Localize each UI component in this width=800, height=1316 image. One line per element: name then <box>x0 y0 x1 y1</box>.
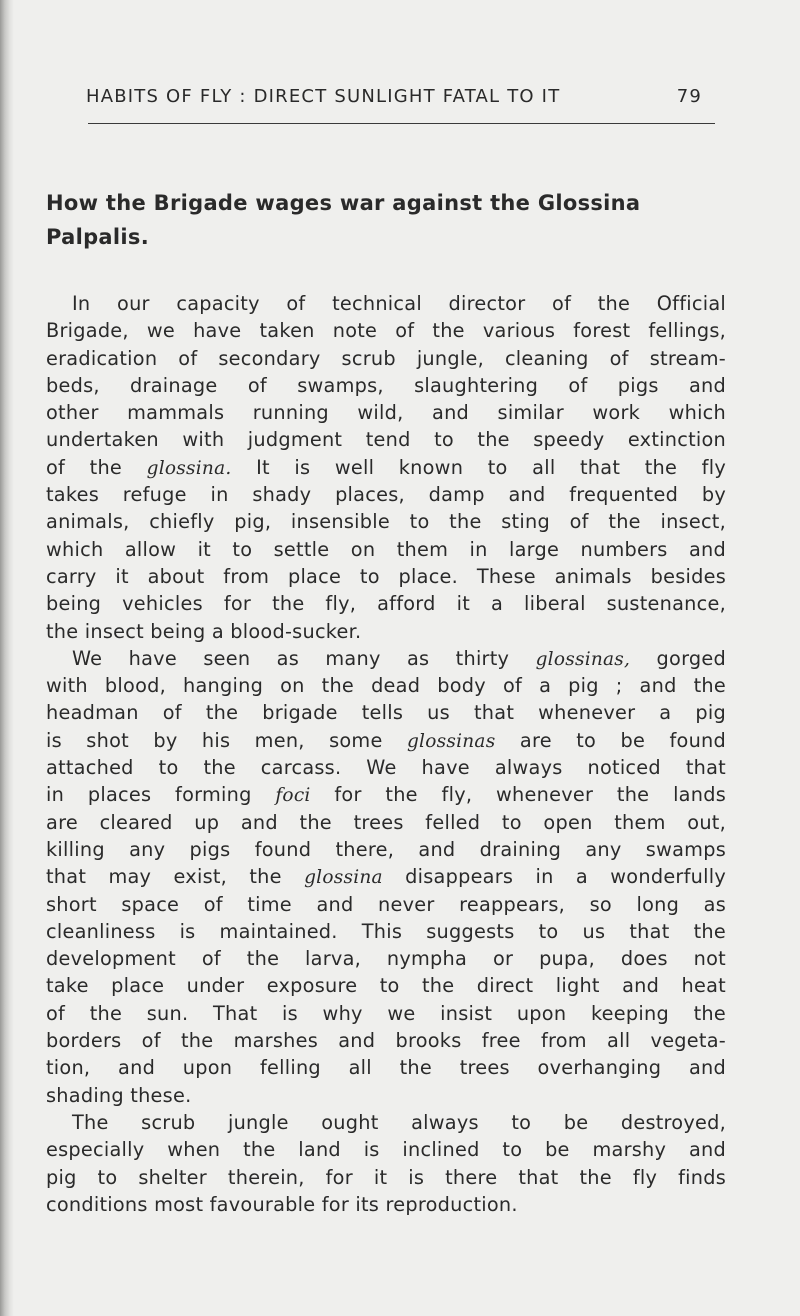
italic-term: glossina <box>304 867 383 889</box>
text-run: short space of time and never reappears, so long as <box>46 892 726 916</box>
text-run: beds, drainage of swamps, slaughtering of pigs and <box>46 373 726 397</box>
text-run: is shot by his men, some <box>46 728 407 752</box>
text-run: killing any pigs found there, and draining any swamps <box>46 837 726 861</box>
text-run: especially when the land is inclined to be marshy and <box>46 1138 726 1162</box>
text-line <box>46 590 726 617</box>
text-line <box>46 1082 726 1109</box>
text-run: The scrub jungle ought always to be destroyed, <box>72 1110 726 1134</box>
header-rule <box>88 123 715 124</box>
text-line <box>46 1027 726 1054</box>
text-run: cleanliness is maintained. This suggests to us that the <box>46 919 726 943</box>
italic-term: glossina. <box>146 457 232 479</box>
text-line <box>46 645 726 672</box>
text-run: tion, and upon felling all the trees overhanging and <box>46 1056 726 1080</box>
text-line <box>46 836 726 863</box>
text-run: are cleared up and the trees felled to open them out, <box>46 810 726 834</box>
text-run: of the sun. That is why we insist upon keeping the <box>46 1001 726 1025</box>
text-line <box>46 809 726 836</box>
italic-term: glossinas <box>406 730 496 752</box>
text-run: which allow it to settle on them in large numbers and <box>46 537 726 561</box>
text-line <box>46 563 726 590</box>
text-run: of the <box>46 455 147 479</box>
text-line <box>46 699 726 726</box>
text-run: the insect being a blood-sucker. <box>46 619 362 643</box>
text-run: take place under exposure to the direct light and heat <box>46 974 726 998</box>
text-line <box>46 727 726 754</box>
text-run: that may exist, the <box>46 865 305 889</box>
text-line <box>46 618 726 645</box>
text-run: other mammals running wild, and similar work which <box>46 401 726 425</box>
text-line <box>46 1136 726 1163</box>
text-line <box>46 426 726 453</box>
text-run: We have seen as many as thirty <box>72 646 536 670</box>
text-line <box>46 672 726 699</box>
text-run: conditions most favourable for its reproduction. <box>46 1192 518 1216</box>
text-run: pig to shelter therein, for it is there that the fly finds <box>46 1165 726 1189</box>
body-text <box>46 290 726 1218</box>
text-run: takes refuge in shady places, damp and frequented by <box>46 483 726 507</box>
text-run: shading these. <box>46 1083 192 1107</box>
text-line <box>46 918 726 945</box>
text-run: with blood, hanging on the dead body of a pig ; and the <box>46 674 726 698</box>
text-run: development of the larva, nympha or pupa, does not <box>46 947 726 971</box>
text-line <box>46 454 726 481</box>
text-run: for the fly, whenever the lands <box>310 783 726 807</box>
text-run: undertaken with judgment tend to the speedy extinction <box>46 428 726 452</box>
page-binding-edge <box>0 0 14 1316</box>
text-line <box>46 508 726 535</box>
text-line <box>46 972 726 999</box>
text-run: disappears in a wonderfully <box>382 865 726 889</box>
text-run: are to be found <box>495 728 726 752</box>
running-head <box>86 86 702 107</box>
text-run: borders of the marshes and brooks free from all vegeta- <box>46 1029 726 1053</box>
running-head-title: HABITS OF FLY : DIRECT SUNLIGHT FATAL TO IT <box>86 86 561 107</box>
text-line <box>46 891 726 918</box>
text-run: in places forming <box>46 783 276 807</box>
text-line <box>46 345 726 372</box>
text-run: headman of the brigade tells us that whenever a pig <box>46 701 726 725</box>
text-line <box>46 536 726 563</box>
text-run: carry it about from place to place. These animals besides <box>46 564 726 588</box>
text-line <box>46 1109 726 1136</box>
text-line <box>46 481 726 508</box>
italic-term: glossinas, <box>535 648 631 670</box>
section-heading-line: Palpalis. <box>46 225 149 249</box>
text-line <box>46 1164 726 1191</box>
text-run: It is well known to all that the fly <box>231 455 726 479</box>
text-line <box>46 317 726 344</box>
text-run: animals, chiefly pig, insensible to the sting of the insect, <box>46 510 726 534</box>
text-line <box>46 372 726 399</box>
text-line <box>46 290 726 317</box>
text-line <box>46 1054 726 1081</box>
text-line <box>46 1191 726 1218</box>
text-line <box>46 1000 726 1027</box>
text-line <box>46 945 726 972</box>
text-run: attached to the carcass. We have always noticed that <box>46 756 726 780</box>
section-heading <box>46 186 726 254</box>
text-line <box>46 754 726 781</box>
text-line <box>46 863 726 890</box>
page-number: 79 <box>676 86 702 107</box>
text-run: In our capacity of technical director of the Official <box>72 292 726 315</box>
text-run: eradication of secondary scrub jungle, cleaning of stream- <box>46 346 726 370</box>
section-heading-line: How the Brigade wages war against the Glossina <box>46 191 641 215</box>
text-run: gorged <box>630 646 727 670</box>
text-line <box>46 781 726 808</box>
text-run: being vehicles for the fly, afford it a liberal sustenance, <box>46 592 726 616</box>
text-line <box>46 399 726 426</box>
italic-term: foci <box>275 785 311 807</box>
text-run: Brigade, we have taken note of the various forest fellings, <box>46 319 726 343</box>
